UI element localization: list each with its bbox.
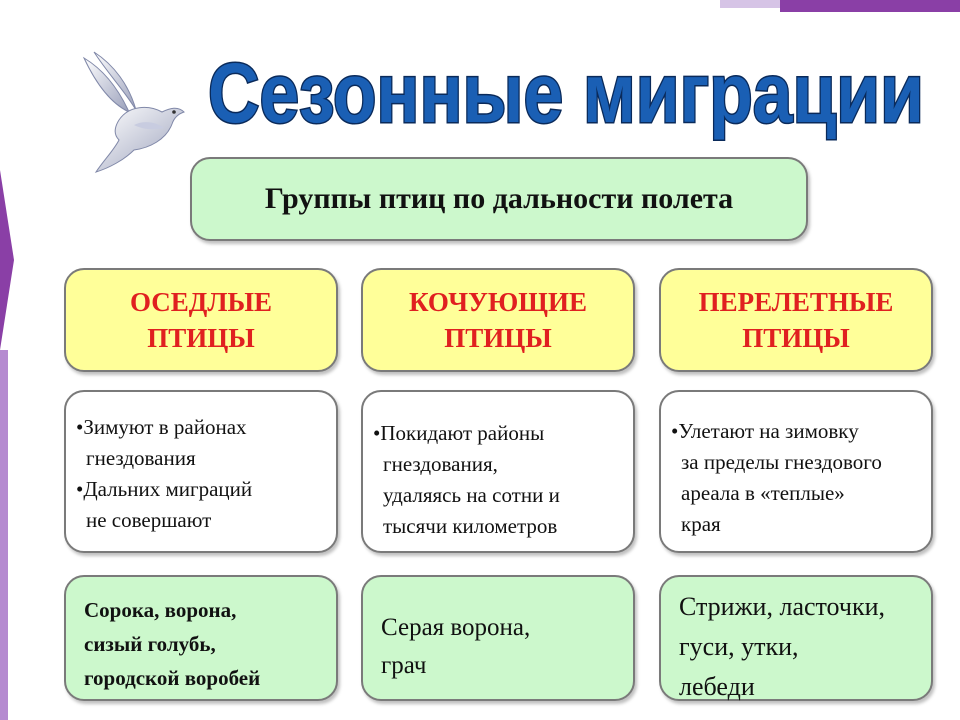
description-nomadic: [361, 390, 635, 553]
description-line: •Дальних миграций: [76, 477, 253, 501]
description-sedentary: [64, 390, 338, 553]
category-label-line1: КОЧУЮЩИЕ: [409, 287, 587, 317]
description-line: •Зимуют в районах: [76, 415, 247, 439]
category-sedentary: [64, 268, 338, 372]
description-migratory: [659, 390, 933, 553]
description-line: за пределы гнездового: [681, 450, 882, 474]
example-line: Стрижи, ласточки,: [679, 592, 885, 621]
category-label-line2: ПТИЦЫ: [147, 323, 255, 353]
description-line: тысячи километров: [383, 514, 558, 538]
example-line: грач: [381, 652, 427, 679]
category-label-line1: ОСЕДЛЫЕ: [129, 287, 273, 317]
description-line: гнездования: [86, 446, 196, 470]
title-text: Сезонные миграции: [208, 46, 924, 140]
examples-sedentary: [64, 575, 338, 701]
description-line: гнездования,: [383, 452, 498, 476]
example-line: Сорока, ворона,: [84, 598, 237, 622]
example-line: Серая ворона,: [381, 614, 531, 641]
description-line: ареала в «теплые»: [681, 481, 845, 505]
decor-top-stripe: [720, 0, 960, 14]
page-title: [196, 32, 936, 142]
category-label-line1: ПЕРЕЛЕТНЫЕ: [698, 287, 894, 317]
description-line: удаляясь на сотни и: [383, 483, 560, 507]
example-line: гуси, утки,: [679, 632, 799, 661]
description-line: •Улетают на зимовку: [671, 419, 859, 443]
examples-nomadic: [361, 575, 635, 701]
description-line: края: [681, 512, 721, 536]
example-line: сизый голубь,: [84, 632, 216, 656]
category-label-line2: ПТИЦЫ: [742, 323, 850, 353]
category-migratory: [659, 268, 933, 372]
dove-icon: [74, 50, 194, 175]
category-label-line2: ПТИЦЫ: [444, 323, 552, 353]
decor-left-stripe: [0, 0, 14, 720]
groups-header-box: [190, 157, 808, 241]
groups-header-text: Группы птиц по дальности полета: [264, 182, 734, 215]
examples-migratory: [659, 575, 933, 701]
example-line: лебеди: [679, 672, 755, 701]
description-line: не совершают: [86, 508, 212, 532]
category-nomadic: [361, 268, 635, 372]
example-line: городской воробей: [84, 666, 261, 690]
description-line: •Покидают районы: [373, 421, 545, 445]
